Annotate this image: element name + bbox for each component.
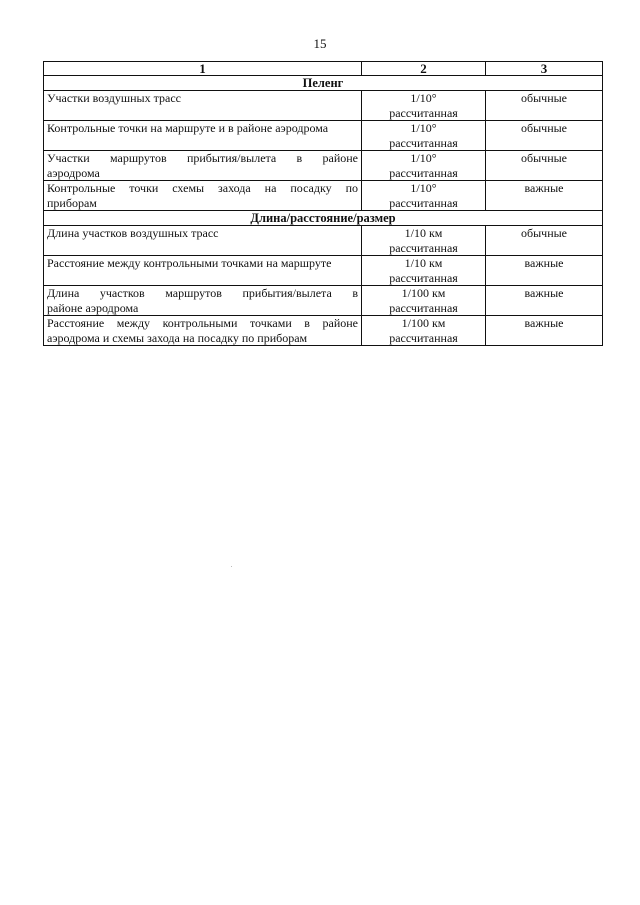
accuracy-cell [362, 286, 486, 316]
row-name-line: приборам [47, 195, 97, 210]
row-name-line: Контрольные точки на маршруте и в районе аэродрома [47, 121, 329, 135]
accuracy-value: 1/100 км [401, 316, 446, 330]
row-name-line: Расстояние между контрольными точками на маршруте [47, 256, 332, 270]
row-name-cell [44, 226, 362, 256]
row-name-line: Участки воздушных трасс [47, 91, 181, 105]
integrity-cell: обычные [486, 226, 603, 256]
accuracy-cell [362, 181, 486, 211]
row-name-line: Расстояние между контрольными точками в районе [47, 316, 358, 330]
column-header: 2 [362, 62, 486, 76]
table-row [44, 316, 603, 346]
integrity-cell: обычные [486, 151, 603, 181]
row-name-line: аэродрома и схемы захода на посадку по приборам [47, 330, 308, 345]
integrity-cell: важные [486, 181, 603, 211]
table-row [44, 226, 603, 256]
table-row [44, 121, 603, 151]
integrity-cell: важные [486, 256, 603, 286]
section-heading-row [44, 211, 603, 226]
integrity-cell: обычные [486, 121, 603, 151]
data-type: рассчитанная [389, 330, 458, 345]
data-type: рассчитанная [389, 135, 458, 150]
section-title: Длина/расстояние/размер [44, 211, 603, 226]
row-name-cell [44, 256, 362, 286]
data-type: рассчитанная [389, 300, 458, 315]
integrity-cell: важные [486, 286, 603, 316]
accuracy-value: 1/10 км [404, 256, 443, 270]
accuracy-cell [362, 316, 486, 346]
row-name-line: районе аэродрома [47, 300, 139, 315]
table-header-row [44, 62, 603, 76]
row-name-cell [44, 181, 362, 211]
table-row [44, 151, 603, 181]
accuracy-value: 1/10° [410, 181, 437, 195]
accuracy-cell [362, 256, 486, 286]
data-type: рассчитанная [389, 270, 458, 285]
row-name-line: Длина участков маршрутов прибытия/вылета в [47, 286, 358, 300]
table-row [44, 181, 603, 211]
integrity-cell: обычные [486, 91, 603, 121]
accuracy-value: 1/10 км [404, 226, 443, 240]
data-type: рассчитанная [389, 165, 458, 180]
row-name-cell [44, 316, 362, 346]
row-name-line: Участки маршрутов прибытия/вылета в районе [47, 151, 358, 165]
row-name-line: Длина участков воздушных трасс [47, 226, 219, 240]
column-header: 1 [44, 62, 362, 76]
accuracy-cell [362, 91, 486, 121]
row-name-cell [44, 121, 362, 151]
integrity-cell: важные [486, 316, 603, 346]
section-title: Пеленг [44, 76, 603, 91]
row-name-cell [44, 286, 362, 316]
column-header: 3 [486, 62, 603, 76]
accuracy-cell [362, 226, 486, 256]
section-heading-row [44, 76, 603, 91]
data-type: рассчитанная [389, 195, 458, 210]
accuracy-cell [362, 151, 486, 181]
data-type: рассчитанная [389, 105, 458, 120]
page-number: 15 [313, 36, 327, 51]
data-table [43, 61, 603, 346]
table-row [44, 256, 603, 286]
accuracy-value: 1/10° [410, 151, 437, 165]
accuracy-cell [362, 121, 486, 151]
row-name-cell [44, 91, 362, 121]
data-type: рассчитанная [389, 240, 458, 255]
row-name-line: Контрольные точки схемы захода на посадку по [47, 181, 358, 195]
accuracy-value: 1/10° [410, 121, 437, 135]
scan-artifact [231, 566, 232, 567]
table-row [44, 91, 603, 121]
table-row [44, 286, 603, 316]
row-name-line: аэродрома [47, 165, 100, 180]
accuracy-value: 1/10° [410, 91, 437, 105]
accuracy-value: 1/100 км [401, 286, 446, 300]
row-name-cell [44, 151, 362, 181]
